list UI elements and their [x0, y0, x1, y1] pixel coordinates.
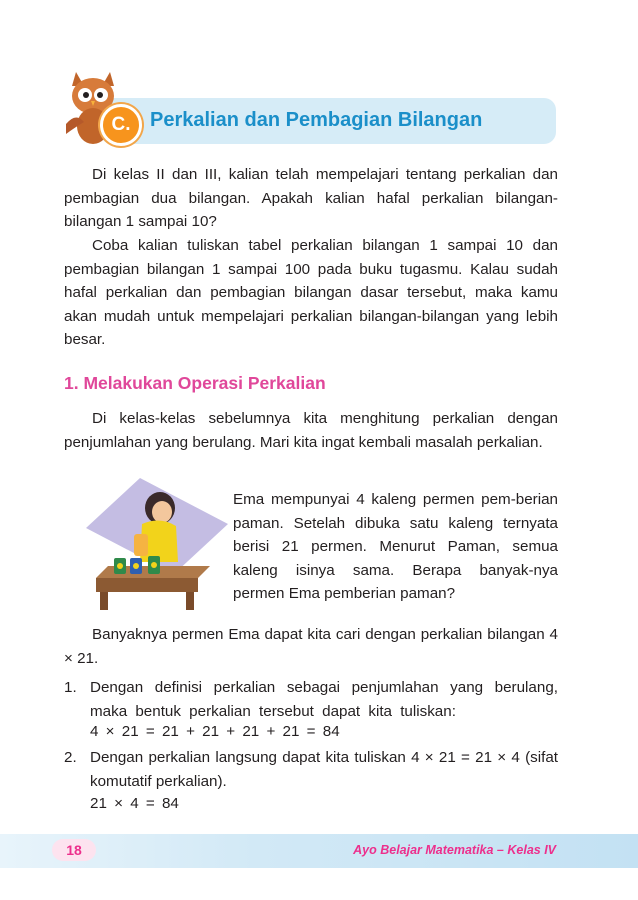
girl-with-candy-cans-illustration — [78, 478, 228, 613]
footer-book-title: Ayo Belajar Matematika – Kelas IV — [353, 843, 556, 857]
intro-paragraph-2: Coba kalian tuliskan tabel perkalian bilangan 1 sampai 10 dan pembagian bilangan 1 sampai 100 pada buku tugasmu. Kalau sudah hafal perkalian dan pembagian bilangan dasar tersebut, maka kamu akan mudah untuk mempelajari perkalian bilangan-bilangan yang lebih besar. — [64, 237, 558, 348]
intro-paragraph-1: Di kelas II dan III, kalian telah mempelajari tentang perkalian dan pembagian dua bilangan. Apakah kalian hafal perkalian bilangan-bilangan 1 sampai 10? — [64, 166, 558, 230]
list-item-number: 2. — [64, 749, 77, 766]
story-problem-text: Ema mempunyai 4 kaleng permen pem-berian paman. Setelah dibuka satu kaleng ternyata berisi 21 permen. Menurut Paman, semua kaleng isinya sama. Berapa banyak-nya permen Ema pemberian paman? — [233, 491, 558, 602]
list-item-2 — [64, 746, 558, 793]
list-item-1 — [64, 676, 558, 723]
subsection-paragraph-2: Banyaknya permen Ema dapat kita cari dengan perkalian bilangan 4 × 21. — [64, 626, 558, 667]
subsection-heading: 1. Melakukan Operasi Perkalian — [64, 373, 326, 393]
list-item-text: Dengan perkalian langsung dapat kita tuliskan 4 × 21 = 21 × 4 (sifat komutatif perkalian). — [90, 749, 558, 790]
page-number: 18 — [52, 839, 96, 861]
section-title: Perkalian dan Pembagian Bilangan — [150, 109, 483, 131]
equation-2: 21 × 4 = 84 — [90, 795, 179, 812]
equation-1: 4 × 21 = 21 + 21 + 21 + 21 = 84 — [90, 723, 340, 740]
subsection-paragraph-1: Di kelas-kelas sebelumnya kita menghitung perkalian dengan penjumlahan yang berulang. Mari kita ingat kembali masalah perkalian. — [64, 410, 558, 451]
list-item-text: Dengan definisi perkalian sebagai penjumlahan yang berulang, maka bentuk perkalian tersebut dapat kita tuliskan: — [90, 679, 558, 720]
list-item-number: 1. — [64, 679, 77, 696]
section-badge: C. — [100, 104, 142, 146]
